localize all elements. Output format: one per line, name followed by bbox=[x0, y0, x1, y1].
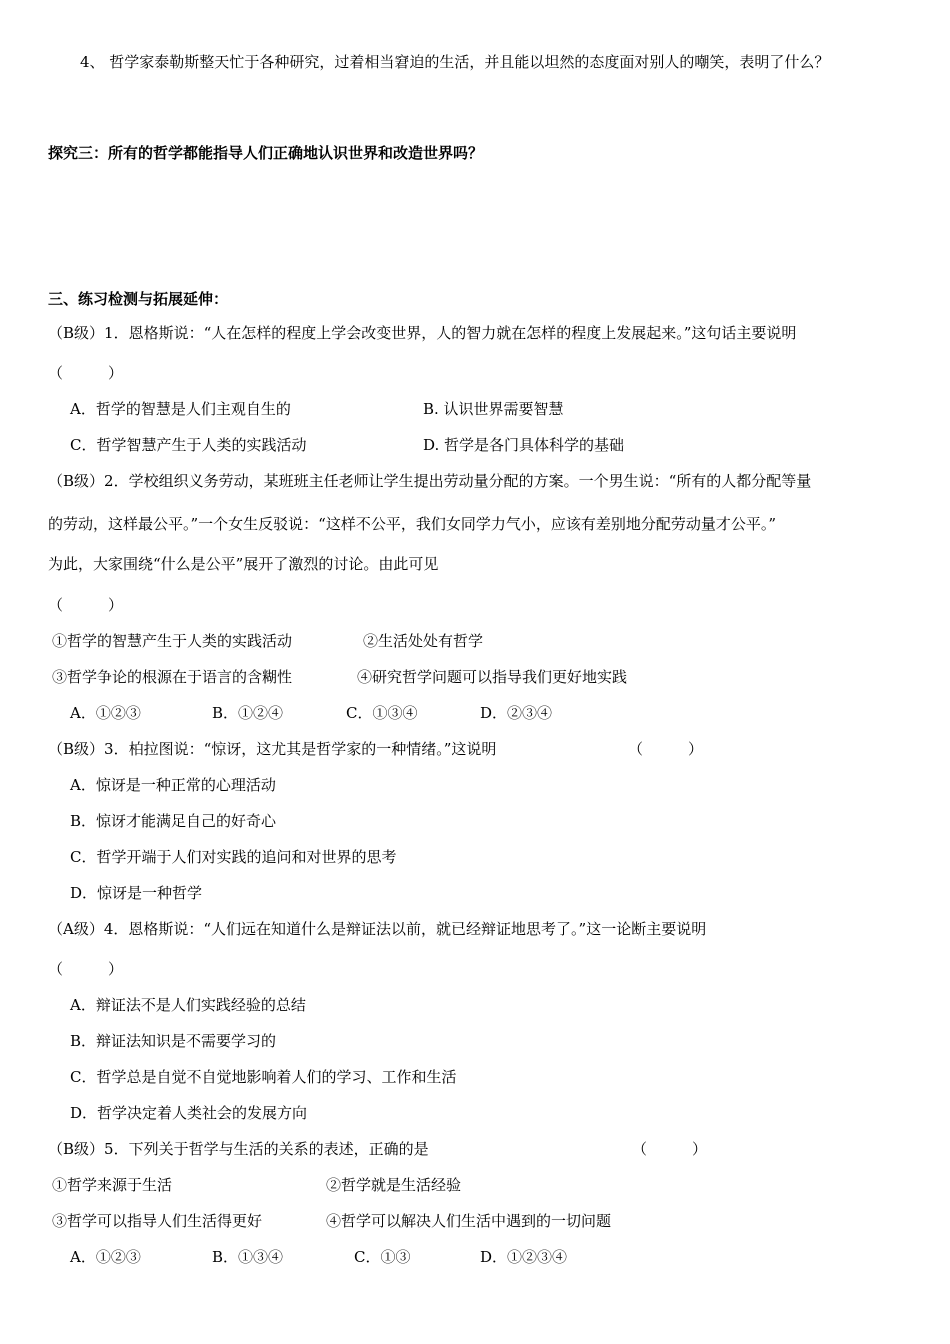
question-5-option-b: B．①③④ bbox=[212, 1248, 284, 1266]
question-2-statement-1: ①哲学的智慧产生于人类的实践活动 bbox=[52, 632, 293, 650]
question-1-option-d: D. 哲学是各门具体科学的基础 bbox=[423, 436, 625, 454]
question-4-option-c: C．哲学总是自觉不自觉地影响着人们的学习、工作和生活 bbox=[70, 1068, 457, 1086]
question-4-option-a: A．辩证法不是人们实践经验的总结 bbox=[70, 996, 306, 1014]
question-5-option-d: D．①②③④ bbox=[480, 1248, 568, 1266]
question-2-option-c: C．①③④ bbox=[346, 704, 418, 722]
question-5-statement-1: ①哲学来源于生活 bbox=[52, 1176, 173, 1194]
question-3-option-b: B．惊讶才能满足自己的好奇心 bbox=[70, 812, 277, 830]
question-3-option-a: A．惊讶是一种正常的心理活动 bbox=[70, 776, 276, 794]
explore-3-heading: 探究三：所有的哲学都能指导人们正确地认识世界和改造世界吗？ bbox=[48, 144, 484, 162]
question-4-option-d: D．哲学决定着人类社会的发展方向 bbox=[70, 1104, 308, 1122]
question-1-option-b: B. 认识世界需要智慧 bbox=[423, 400, 564, 418]
question-2-option-b: B．①②④ bbox=[212, 704, 284, 722]
question-3-answer-bracket: （ ） bbox=[628, 740, 704, 758]
question-5-option-a: A．①②③ bbox=[70, 1248, 141, 1266]
question-2-statement-4: ④研究哲学问题可以指导我们更好地实践 bbox=[357, 668, 628, 686]
question-2-statement-3: ③哲学争论的根源在于语言的含糊性 bbox=[52, 668, 293, 686]
question-5-option-c: C．①③ bbox=[354, 1248, 411, 1266]
question-4-answer-bracket: （ ） bbox=[48, 960, 124, 978]
question-4-option-b: B．辩证法知识是不需要学习的 bbox=[70, 1032, 277, 1050]
question-3-stem: （B级）3．柏拉图说：“惊讶，这尤其是哲学家的一种情绪。”这说明 bbox=[48, 740, 497, 758]
question-2-stem-line-3: 为此，大家围绕“什么是公平”展开了激烈的讨论。由此可见 bbox=[48, 555, 439, 573]
question-2-stem-line-1: （B级）2．学校组织义务劳动，某班班主任老师让学生提出劳动量分配的方案。一个男生说：“所有的人都分配等量 bbox=[48, 472, 812, 490]
question-5-statement-2: ②哲学就是生活经验 bbox=[326, 1176, 462, 1194]
question-2-stem-line-2: 的劳动，这样最公平。”一个女生反驳说：“这样不公平，我们女同学力气小，应该有差别地分配劳动量才公平。” bbox=[48, 515, 777, 533]
question-4-stem: （A级）4．恩格斯说：“人们远在知道什么是辩证法以前，就已经辩证地思考了。”这一论断主要说明 bbox=[48, 920, 707, 938]
question-5-statement-4: ④哲学可以解决人们生活中遇到的一切问题 bbox=[326, 1212, 612, 1230]
question-2-option-a: A．①②③ bbox=[70, 704, 141, 722]
question-5-stem: （B级）5．下列关于哲学与生活的关系的表述，正确的是 bbox=[48, 1140, 429, 1158]
question-2-statement-2: ②生活处处有哲学 bbox=[363, 632, 484, 650]
question-1-option-a: A．哲学的智慧是人们主观自生的 bbox=[70, 400, 291, 418]
question-3-option-c: C．哲学开端于人们对实践的追问和对世界的思考 bbox=[70, 848, 397, 866]
section-3-heading: 三、练习检测与拓展延伸： bbox=[48, 290, 229, 308]
question-2-option-d: D．②③④ bbox=[480, 704, 553, 722]
question-5-statement-3: ③哲学可以指导人们生活得更好 bbox=[52, 1212, 263, 1230]
question-1-option-c: C．哲学智慧产生于人类的实践活动 bbox=[70, 436, 307, 454]
question-1-answer-bracket: （ ） bbox=[48, 364, 124, 382]
question-1-stem: （B级）1．恩格斯说：“人在怎样的程度上学会改变世界，人的智力就在怎样的程度上发展起来。”这句话主要说明 bbox=[48, 324, 797, 342]
question-3-option-d: D．惊讶是一种哲学 bbox=[70, 884, 203, 902]
question-5-answer-bracket: （ ） bbox=[632, 1140, 708, 1158]
question-2-answer-bracket: （ ） bbox=[48, 596, 124, 614]
pre-question-4: 4、 哲学家泰勒斯整天忙于各种研究，过着相当窘迫的生活，并且能以坦然的态度面对别人的嘲笑，表明了什么？ bbox=[80, 53, 830, 71]
